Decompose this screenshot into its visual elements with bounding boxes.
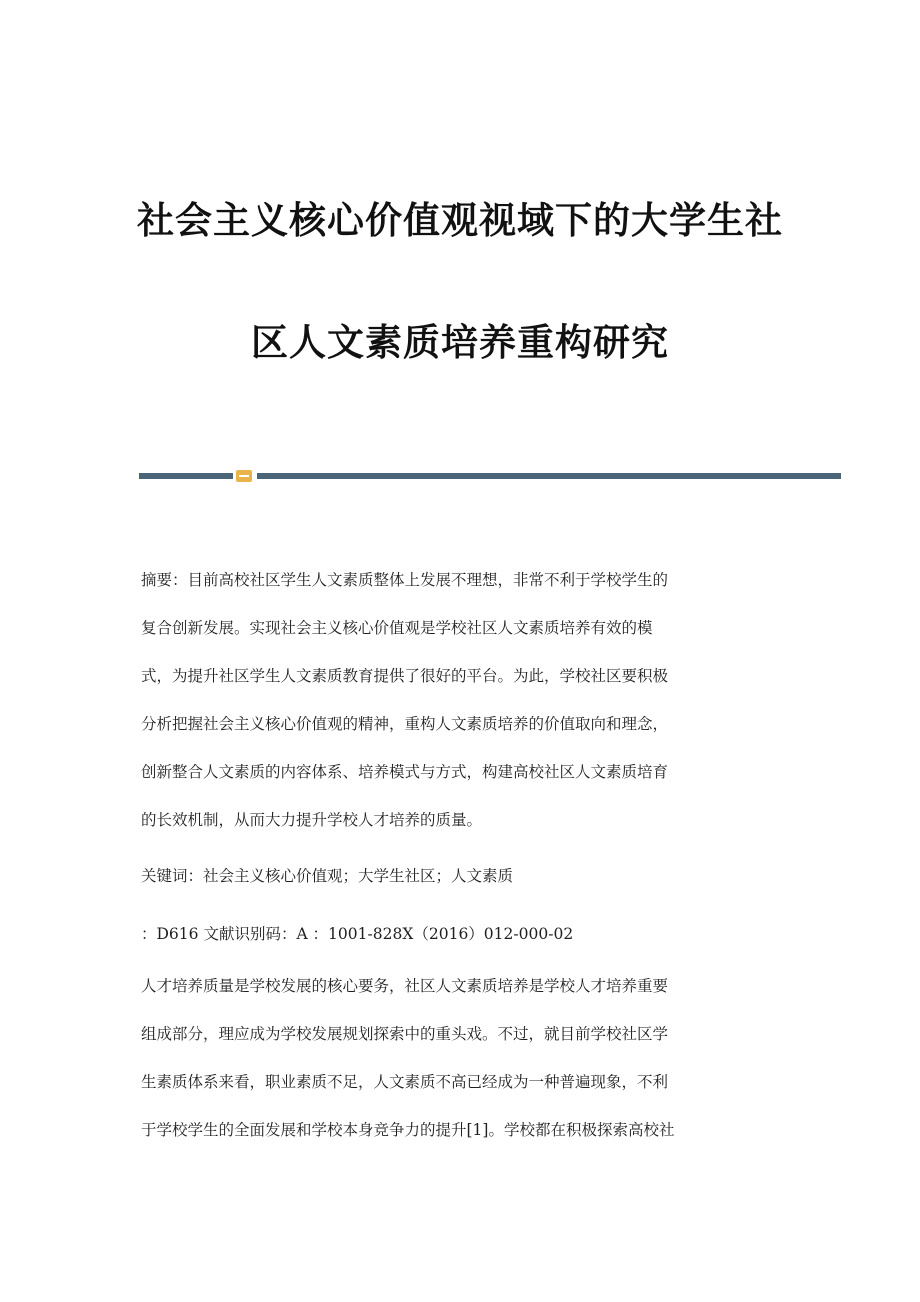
body-paragraph <box>141 962 781 1154</box>
body-line: 于学校学生的全面发展和学校本身竞争力的提升[1]。学校都在积极探索高校社 <box>141 1121 675 1139</box>
document-title-line-2: 区人文素质培养重构研究 <box>251 321 669 364</box>
keywords-paragraph <box>141 852 781 900</box>
classification-line: ：D616 文献识别码：A ：1001-828X（2016）012-000-02 <box>141 925 574 943</box>
divider-badge-icon <box>236 470 252 482</box>
divider-bar-right <box>257 473 841 479</box>
abstract-paragraph <box>141 556 781 844</box>
body-line: 生素质体系来看，职业素质不足，人文素质不高已经成为一种普遍现象，不利 <box>141 1073 669 1091</box>
abstract-line: 的长效机制，从而大力提升学校人才培养的质量。 <box>141 811 483 829</box>
abstract-line: 复合创新发展。实现社会主义核心价值观是学校社区人文素质培养有效的模 <box>141 619 653 637</box>
abstract-line: 摘要：目前高校社区学生人文素质整体上发展不理想，非常不利于学校学生的 <box>141 571 669 589</box>
classification-paragraph <box>141 910 781 958</box>
title-divider <box>139 470 841 482</box>
abstract-line: 式，为提升社区学生人文素质教育提供了很好的平台。为此，学校社区要积极 <box>141 667 669 685</box>
document-title-line-1: 社会主义核心价值观视域下的大学生社 <box>137 199 783 242</box>
abstract-line: 分析把握社会主义核心价值观的精神，重构人文素质培养的价值取向和理念， <box>141 715 669 733</box>
keywords-line: 关键词：社会主义核心价值观；大学生社区；人文素质 <box>141 867 514 885</box>
body-line: 组成部分，理应成为学校发展规划探索中的重头戏。不过，就目前学校社区学 <box>141 1025 669 1043</box>
body-line: 人才培养质量是学校发展的核心要务，社区人文素质培养是学校人才培养重要 <box>141 977 669 995</box>
abstract-line: 创新整合人文素质的内容体系、培养模式与方式，构建高校社区人文素质培育 <box>141 763 669 781</box>
divider-bar-left <box>139 473 233 479</box>
